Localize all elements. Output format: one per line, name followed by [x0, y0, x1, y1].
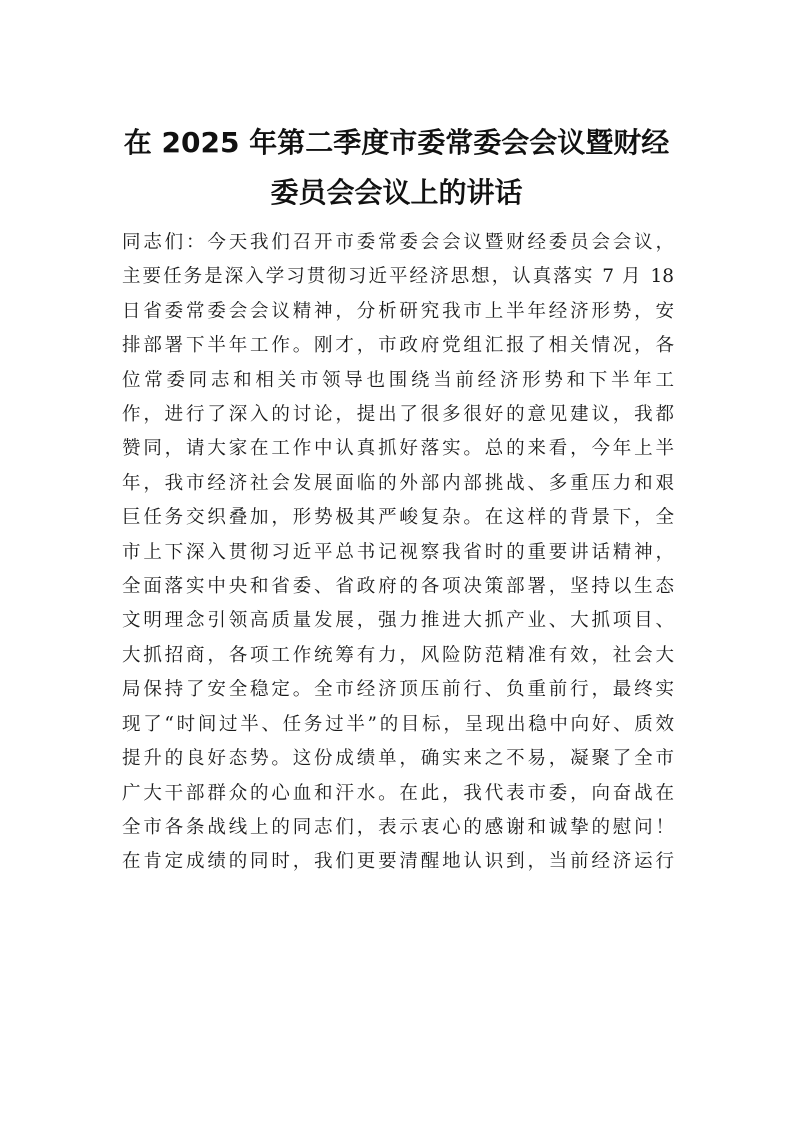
- body-line: 全面落实中央和省委、省政府的各项决策部署，坚持以生态: [122, 576, 674, 598]
- body-line: 提升的良好态势。这份成绩单，确实来之不易，凝聚了全市: [122, 748, 674, 770]
- body-line: 日省委常委会会议精神，分析研究我市上半年经济形势，安: [122, 300, 674, 322]
- body-line: 文明理念引领高质量发展，强力推进大抓产业、大抓项目、: [122, 610, 674, 632]
- title-line: 在 2025 年第二季度市委常委会会议暨财经: [123, 126, 670, 159]
- body-line: 市上下深入贯彻习近平总书记视察我省时的重要讲话精神，: [122, 541, 674, 563]
- body-line: 主要任务是深入学习贯彻习近平经济思想，认真落实 7 月 18: [122, 266, 674, 288]
- body-line: 作，进行了深入的讨论，提出了很多很好的意见建议，我都: [122, 404, 674, 426]
- document-title: [100, 118, 693, 218]
- body-line: 在肯定成绩的同时，我们更要清醒地认识到，当前经济运行: [122, 851, 674, 873]
- body-line: 全市各条战线上的同志们，表示衷心的感谢和诚挚的慰问！: [122, 816, 674, 838]
- body-line: 局保持了安全稳定。全市经济顶压前行、负重前行，最终实: [122, 679, 674, 701]
- title-line: 委员会会议上的讲话: [270, 176, 523, 209]
- body-line: 现了“时间过半、任务过半”的目标，呈现出稳中向好、质效: [122, 713, 674, 735]
- body-line: 大抓招商，各项工作统筹有力，风险防范精准有效，社会大: [122, 644, 674, 666]
- body-line: 同志们：今天我们召开市委常委会会议暨财经委员会会议，: [122, 232, 674, 253]
- body-line: 赞同，请大家在工作中认真抓好落实。总的来看，今年上半: [122, 438, 674, 460]
- body-line: 位常委同志和相关市领导也围绕当前经济形势和下半年工: [122, 369, 674, 391]
- body-line: 排部署下半年工作。刚才，市政府党组汇报了相关情况，各: [122, 335, 674, 357]
- body-line: 广大干部群众的心血和汗水。在此，我代表市委，向奋战在: [122, 782, 674, 804]
- document-body: [122, 226, 674, 880]
- body-line: 巨任务交织叠加，形势极其严峻复杂。在这样的背景下，全: [122, 507, 674, 529]
- body-line: 年，我市经济社会发展面临的外部内部挑战、多重压力和艰: [122, 472, 674, 494]
